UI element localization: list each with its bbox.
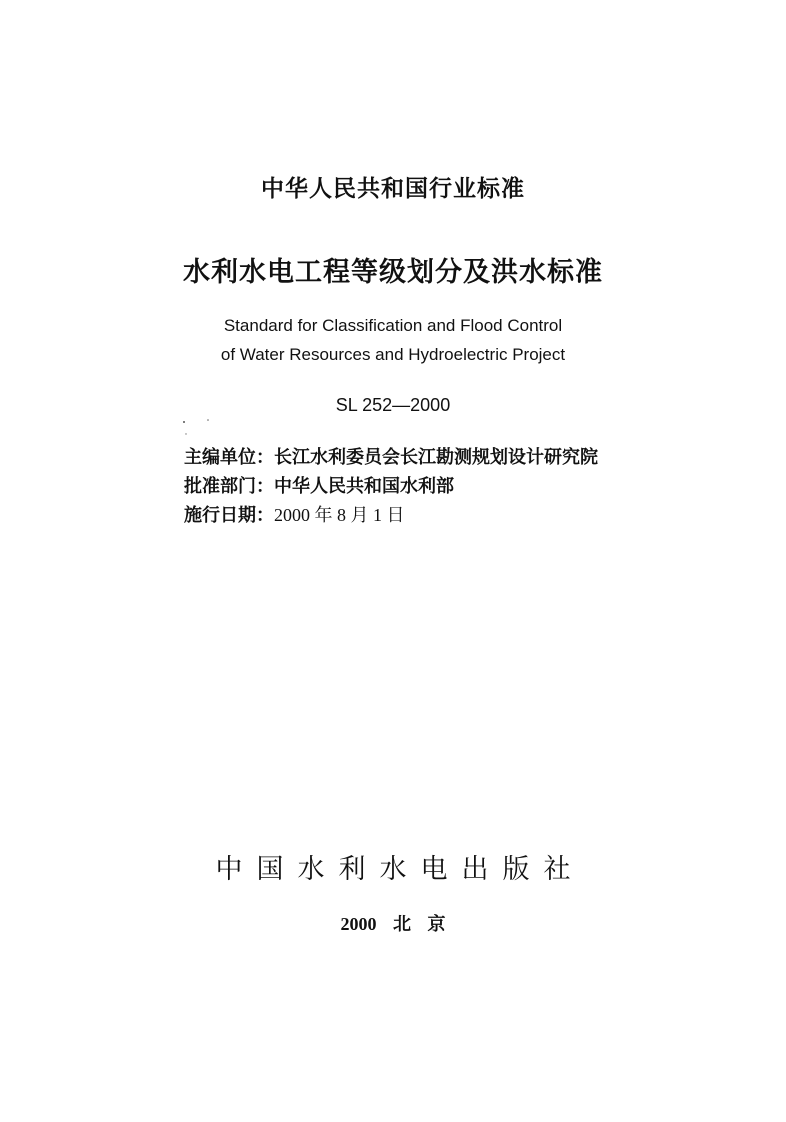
approver-label: 批准部门： (184, 476, 274, 497)
document-title-english (0, 311, 786, 369)
document-title-chinese: 水利水电工程等级划分及洪水标准 (183, 257, 603, 288)
scan-specks (178, 412, 218, 438)
meta-row-effective-date (184, 501, 598, 530)
meta-row-approver (184, 472, 598, 501)
publication-year-place: 2000 北 京 (340, 914, 446, 934)
meta-row-editor (184, 443, 598, 472)
editor-value: 长江水利委员会长江勘测规划设计研究院 (274, 447, 598, 468)
title-english-line-2: of Water Resources and Hydroelectric Project (220, 345, 566, 364)
standard-code: SL 252—2000 (335, 395, 451, 415)
standard-series-heading: 中华人民共和国行业标准 (261, 176, 525, 202)
title-english-line-1: Standard for Classification and Flood Control (223, 316, 563, 335)
effective-date-value: 2000 年 8 月 1 日 (274, 505, 405, 525)
effective-date-label: 施行日期： (184, 505, 274, 526)
approver-value: 中华人民共和国水利部 (274, 476, 454, 497)
publication-metadata (184, 443, 598, 530)
publisher-name: 中国水利水电出版社 (215, 854, 585, 885)
editor-label: 主编单位： (184, 447, 274, 468)
